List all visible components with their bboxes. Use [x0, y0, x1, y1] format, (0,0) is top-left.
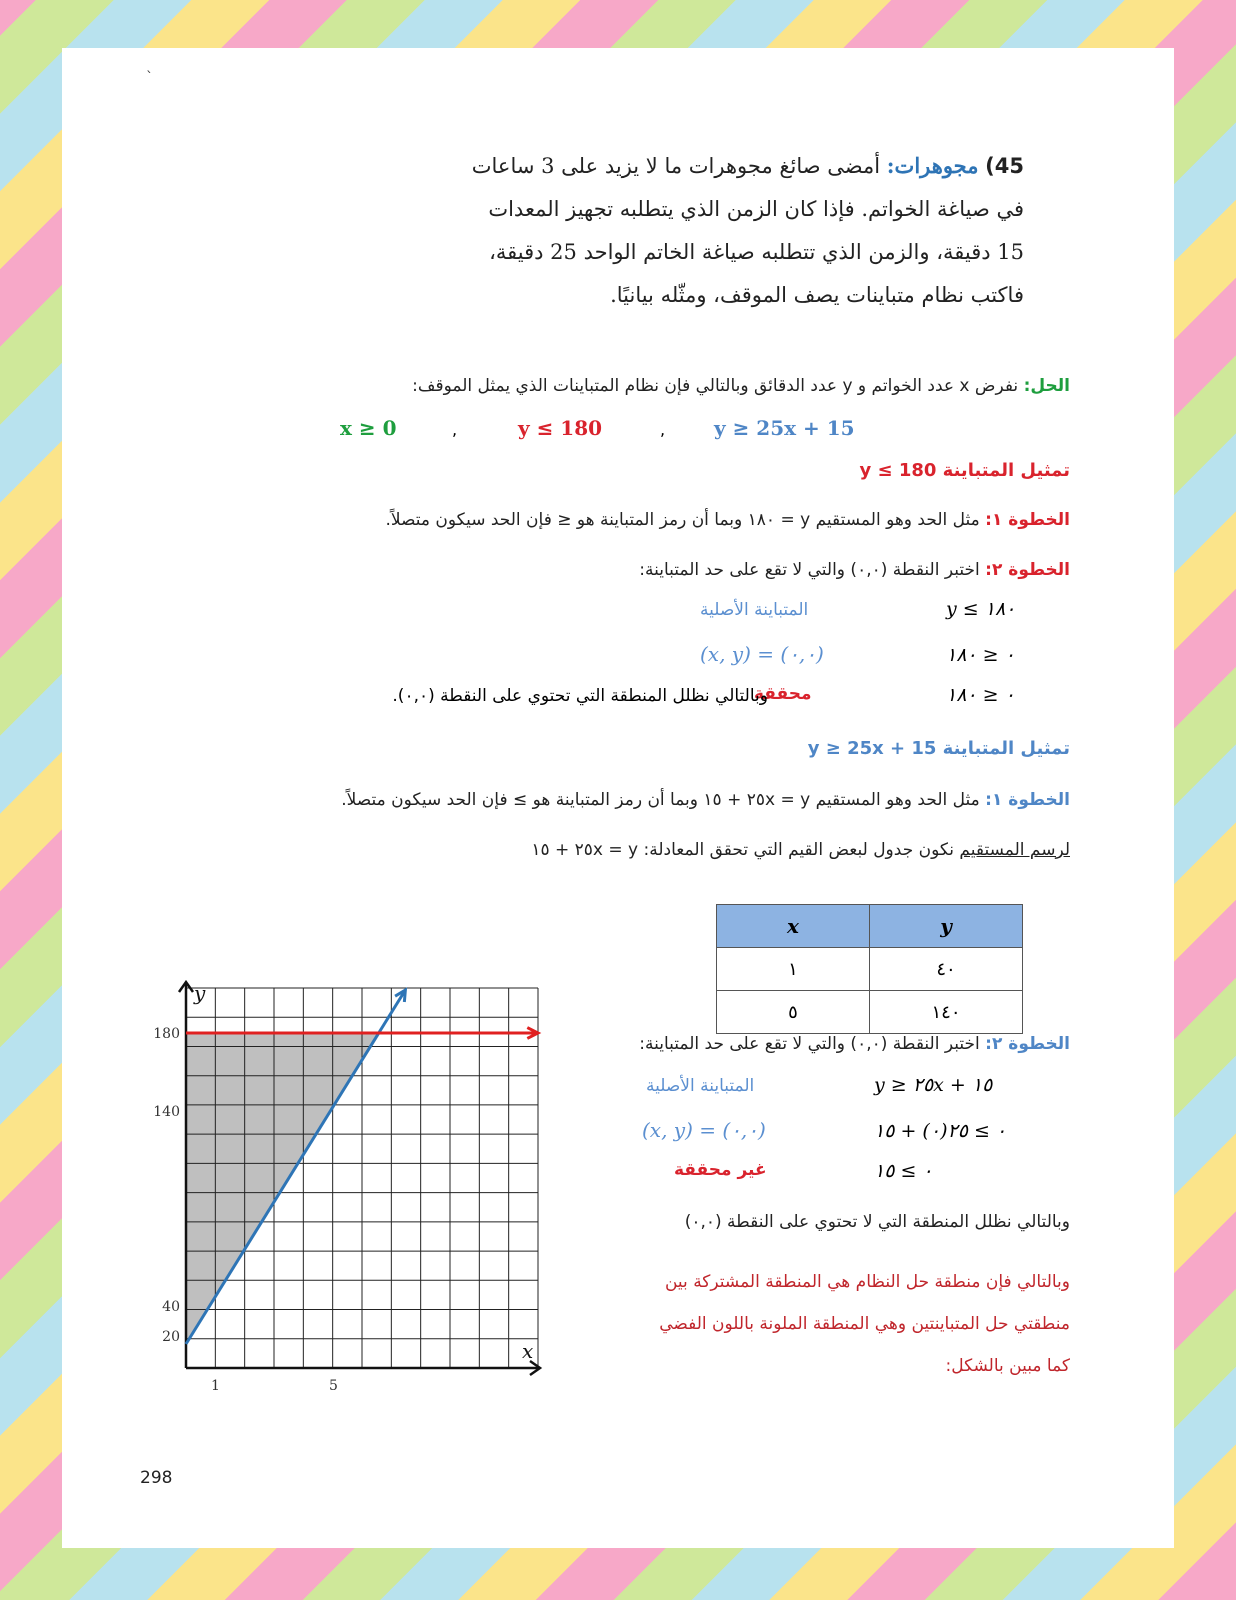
problem-keyword: مجوهرات:	[886, 153, 979, 178]
comma-2: ,	[660, 420, 666, 439]
part2-step2-text: اختبر النقطة (٠,٠) والتي لا تقع على حد المتباينة:	[639, 1034, 980, 1054]
ineq-x: x ≥ 0	[340, 416, 397, 440]
comma-1: ,	[452, 420, 458, 439]
part1-step1	[385, 510, 1070, 530]
table-header-y: y	[870, 905, 1023, 948]
part2-step1	[341, 790, 1070, 810]
page	[62, 48, 1174, 1548]
p1-row1-right: المتباينة الأصلية	[700, 600, 809, 620]
final-line-1: وبالتالي فإن منطقة حل النظام هي المنطقة المشتركة بين	[664, 1272, 1070, 1292]
table-header-x: x	[717, 905, 870, 948]
table-cell: ١٤٠	[870, 991, 1023, 1034]
part2-heading: تمثيل المتباينة y ≥ 25x + 15	[807, 738, 1070, 759]
p1-row3-right: محققة	[754, 684, 812, 704]
solution-intro-text: نفرض x عدد الخواتم و y عدد الدقائق وبالتالي فإن نظام المتباينات الذي يمثل الموقف:	[412, 376, 1019, 396]
part2-step2	[639, 1034, 1070, 1054]
problem-text: أمضى صائغ مجوهرات ما لا يزيد على 3 ساعات في صياغة الخواتم. فإذا كان الزمن الذي يتطلبه تجهيز المعدات 15 دقيقة، والزمن الذي تتطلبه صياغة الخاتم الواحد 25 دقيقة، فاكتب نظام متباينات يصف الموقف، ومثّله بيانيًا.	[471, 154, 1024, 307]
ineq-y180: y ≤ 180	[518, 416, 603, 440]
page-number: 298	[140, 1468, 173, 1488]
problem-block	[464, 144, 1024, 317]
table-cell: ٤٠	[870, 948, 1023, 991]
p1-row1-left: y ≤ ١٨٠	[946, 598, 1016, 620]
part1-step2-text: اختبر النقطة (٠,٠) والتي لا تقع على حد المتباينة:	[639, 560, 980, 580]
x-tick-label: 1	[211, 1378, 220, 1394]
p2-row1-right: المتباينة الأصلية	[646, 1076, 755, 1096]
part2-table-intro	[531, 840, 1070, 860]
y-tick-label: 180	[153, 1026, 180, 1042]
part2-conclusion: وبالتالي نظلل المنطقة التي لا تحتوي على النقطة (٠,٠)	[684, 1212, 1070, 1232]
table-cell: ١	[717, 948, 870, 991]
p2-row3-right: غير محققة	[674, 1160, 767, 1180]
p1-row3-left: ٠ ≤ ١٨٠	[946, 684, 1015, 706]
part1-conclusion: وبالتالي نظلل المنطقة التي تحتوي على النقطة (٠,٠).	[392, 686, 768, 706]
final-line-3: كما مبين بالشكل:	[945, 1356, 1070, 1376]
p2-row2-right: (x, y) = (٠,٠)	[642, 1118, 766, 1142]
part2-step2-label: الخطوة ٢:	[985, 1034, 1070, 1054]
table-intro-underlined: لرسم المستقيم	[959, 840, 1070, 860]
p1-row2-right: (x, y) = (٠,٠)	[700, 642, 824, 666]
y-tick-label: 40	[162, 1299, 180, 1315]
part1-step1-text: مثل الحد وهو المستقيم y = ١٨٠ وبما أن رمز المتباينة هو ≤ فإن الحد سيكون متصلاً.	[385, 510, 980, 530]
final-line-2: منطقتي حل المتباينتين وهي المنطقة الملونة باللون الفضي	[659, 1314, 1070, 1334]
x-tick-label: 5	[329, 1378, 338, 1394]
p2-row2-left: ٠ ≥ ٢٥(٠) + ١٥	[874, 1120, 1007, 1142]
values-table	[716, 904, 1023, 1034]
table-cell: ٥	[717, 991, 870, 1034]
inequality-graph	[142, 978, 552, 1418]
part2-step1-label: الخطوة ١:	[985, 790, 1070, 810]
p1-row2-left: ٠ ≤ ١٨٠	[946, 644, 1015, 666]
x-axis-label: x	[522, 1339, 534, 1363]
y-tick-label: 140	[153, 1104, 180, 1120]
p2-row3-left: ٠ ≥ ١٥	[874, 1160, 933, 1182]
p2-row1-left: y ≥ ٢٥x + ١٥	[874, 1074, 993, 1096]
y-tick-label: 20	[162, 1329, 180, 1345]
table-row	[717, 948, 1023, 991]
problem-number: 45)	[985, 154, 1024, 178]
stray-mark: `	[146, 70, 153, 86]
solution-intro	[412, 376, 1070, 396]
y-axis-label: y	[194, 981, 206, 1005]
part2-step1-text: مثل الحد وهو المستقيم y = ٢٥x + ١٥ وبما أن رمز المتباينة هو ≥ فإن الحد سيكون متصلاً.	[341, 790, 980, 810]
part1-step2-label: الخطوة ٢:	[985, 560, 1070, 580]
table-row	[717, 991, 1023, 1034]
table-intro-rest: نكون جدول لبعض القيم التي تحقق المعادلة: y = ٢٥x + ١٥	[531, 840, 954, 860]
part1-step1-label: الخطوة ١:	[985, 510, 1070, 530]
part1-step2	[639, 560, 1070, 580]
part1-heading: تمثيل المتباينة y ≤ 180	[859, 460, 1070, 481]
solution-label: الحل:	[1023, 376, 1070, 396]
ineq-line: y ≥ 25x + 15	[714, 416, 855, 440]
